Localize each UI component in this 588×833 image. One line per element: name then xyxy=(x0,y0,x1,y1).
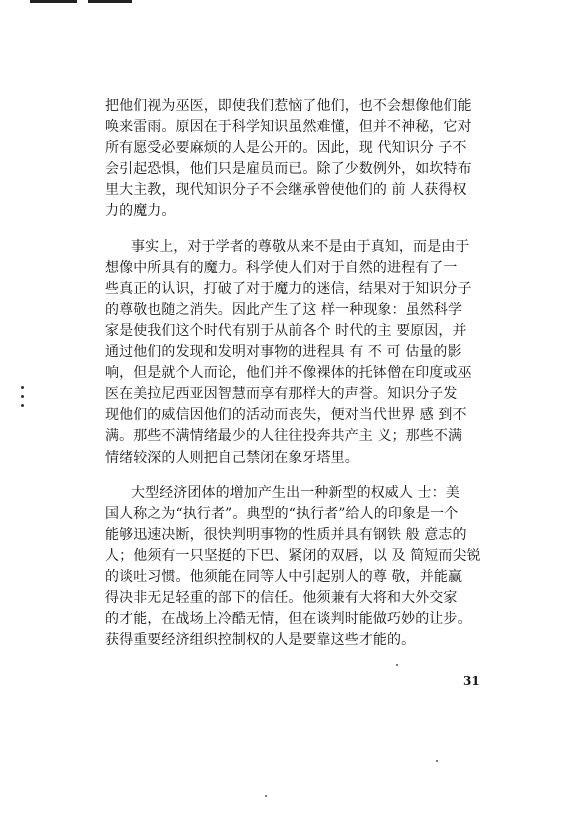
text-line: 的谈吐习惯。他须能在同等人中引起别人的尊 敬，并能赢 xyxy=(105,568,463,585)
top-scan-rule-right xyxy=(88,0,132,3)
text-line: 响，但是就个人而论，他们并不像裸体的托钵僧在印度或巫 xyxy=(105,365,472,382)
text-line: 家是使我们这个时代有别于从前各个 时代的主 要原因，并 xyxy=(105,322,467,339)
text-line: 能够迅速决断，很快判明事物的性质并具有钢铁 般 意志的 xyxy=(105,526,467,543)
text-line: 想像中所具有的魔力。科学使人们对于自然的进程有了一 xyxy=(105,259,458,276)
text-line: 大型经济团体的增加产生出一种新型的权威人 士：美 xyxy=(131,484,460,501)
paragraph xyxy=(105,483,495,652)
text-line: 些真正的认识，打破了对于魔力的迷信，结果对于知识分子 xyxy=(105,280,472,297)
text-line: 得决非无足轻重的部下的信任。他须兼有大将和大外交家 xyxy=(105,590,458,607)
text-line: 把他们视为巫医，即使我们惹恼了他们，也不会想像他们能 xyxy=(105,98,472,114)
scan-speck xyxy=(436,760,438,762)
text-line: 唤来雷雨。原因在于科学知识虽然难懂，但并不神秘，它对 xyxy=(105,119,472,136)
text-line: 事实上，对于学者的尊敬从来不是由于真知，而是由于 xyxy=(131,238,470,255)
text-line: 人；他须有一只坚挺的下巴、紧闭的双唇，以 及 简短而尖锐 xyxy=(105,547,481,564)
text-line: 情绪较深的人则把自己禁闭在象牙塔里。 xyxy=(105,449,359,466)
text-line: 国人称之为“执行者”。典型的“执行者”给人的印象是一个 xyxy=(105,505,459,522)
margin-mark xyxy=(21,386,24,389)
text-line: 满。那些不满情绪最少的人往往投奔共产主 义；那些不满 xyxy=(105,428,463,445)
margin-mark xyxy=(21,404,24,407)
scan-speck xyxy=(396,664,398,666)
text-line: 现他们的威信因他们的活动而丧失，便对当代世界 感 到不 xyxy=(105,407,467,424)
top-scan-rule-left xyxy=(30,0,77,3)
text-line: 的才能，在战场上冷酷无情，但在谈判时能做巧妙的让步。 xyxy=(105,611,472,628)
scan-speck xyxy=(265,795,267,797)
text-line: 医在美拉尼西亚因智慧而享有那样大的声誉。知识分子发 xyxy=(105,386,458,403)
text-line: 里大主教，现代知识分子不会继承曾使他们的 前 人获得权 xyxy=(105,182,467,199)
text-line: 的尊敬也随之消失。因此产生了这 样一种现象：虽然科学 xyxy=(105,301,463,318)
text-line: 所有愿受必要麻烦的人是公开的。因此，现 代知识分 子不 xyxy=(105,140,467,157)
margin-mark xyxy=(21,395,24,398)
text-line: 获得重要经济组织控制权的人是要靠这些才能的。 xyxy=(105,632,416,649)
text-line: 力的魔力。 xyxy=(105,203,176,220)
paragraph xyxy=(105,237,495,469)
page-number: 31 xyxy=(463,674,480,688)
paragraph xyxy=(105,96,495,223)
text-line: 会引起恐惧，他们只是雇员而已。除了少数例外，如坎特布 xyxy=(105,161,472,178)
text-line: 通过他们的发现和发明对事物的进程具 有 不 可 估量的影 xyxy=(105,344,462,361)
body-text xyxy=(105,96,495,651)
